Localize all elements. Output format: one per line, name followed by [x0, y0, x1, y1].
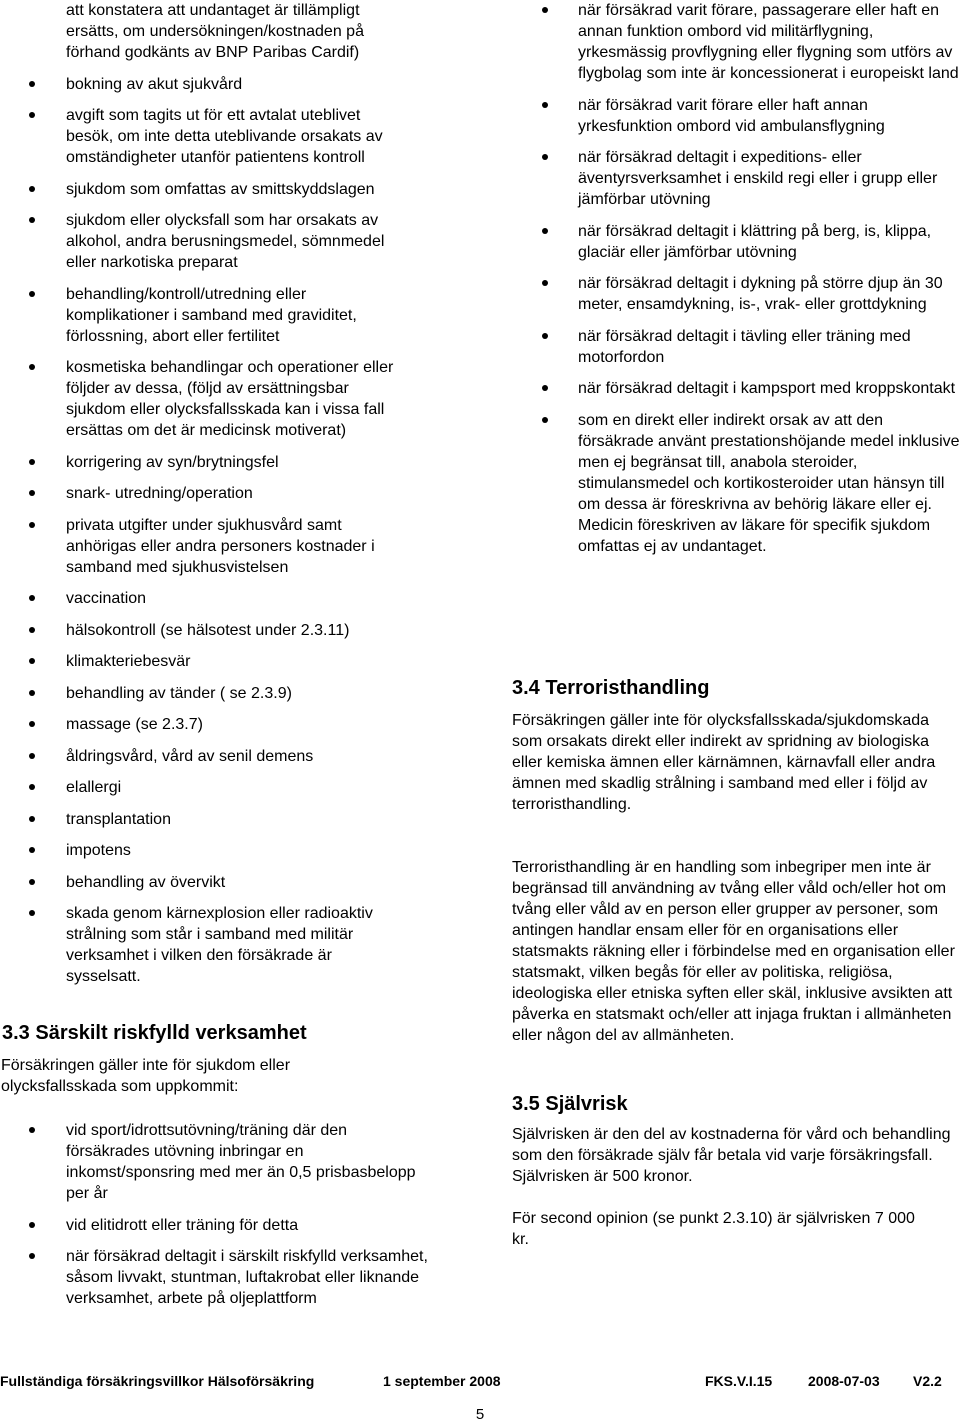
- bullet-icon: [29, 784, 35, 790]
- list-item-text: bokning av akut sjukvård: [66, 75, 243, 93]
- list-item-text: kosmetiska behandlingar och operationer eller följder av dessa, (följd av ersättningsbar sjukdom eller olycksfallsskada kan i vissa fall ersättas om det är medicinsk motiverat): [66, 359, 394, 439]
- bullet-icon: [29, 879, 35, 885]
- bullet-icon: [29, 217, 35, 223]
- list-item: [0, 840, 406, 861]
- list-item-text: att konstatera att undantaget är tillämpligt ersätts, om undersökningen/kostnaden på förhand godkänts av BNP Paribas Cardif): [66, 2, 364, 61]
- bullet-icon: [29, 186, 35, 192]
- list-item-text: behandling av tänder ( se 2.3.9): [66, 684, 292, 702]
- list-item-text: när försäkrad deltagit i tävling eller träning med motorfordon: [578, 327, 911, 366]
- bullet-icon: [29, 364, 35, 370]
- list-item-text: snark- utredning/operation: [66, 485, 253, 502]
- bullet-icon: [29, 459, 35, 465]
- bullet-icon: [29, 522, 35, 528]
- list-item-text: privata utgifter under sjukhusvård samt anhörigas eller andra personers kostnader i samband med sjukhusvistelsen: [66, 516, 375, 576]
- bullet-icon: [29, 721, 35, 727]
- list-item: [0, 179, 406, 200]
- footer-revision-date: 2008-07-03: [808, 1373, 880, 1389]
- section-34-paragraph-1: Försäkringen gäller inte för olycksfallsskada/sjukdomskada som orsakats direkt eller indirekt av spridning av biologiska eller kemiska ämnen eller kärnämnen, kärnavfall eller andra ämnen med skadlig strålning i samband med eller i följd av terroristhandling.: [512, 712, 936, 813]
- bullet-icon: [29, 490, 35, 496]
- list-item: [0, 777, 406, 798]
- section-33-list: [0, 1120, 430, 1320]
- list-item: [0, 588, 406, 609]
- list-item-text: som en direkt eller indirekt orsak av att den försäkrade använt prestationshöjande medel inklusive men ej begränsat till, anabola steroider, stimulansmedel och kortikosteroider utan hänsyn till om dessa är föreskrivna av behörig läkare eller ej. Medicin föreskriven av läkare för specifik sjukdom omfattas ej av undantaget.: [578, 411, 960, 555]
- list-item: [512, 326, 960, 368]
- list-item-text: när försäkrad varit förare, passagerare eller haft en annan funktion ombord vid militärflygning, yrkesmässig provflygning eller flygning som utförs av flygbolag som inte är koncessionerat i europeiskt land: [578, 2, 959, 82]
- bullet-icon: [29, 112, 35, 118]
- list-item-text: åldringsvård, vård av senil demens: [66, 747, 314, 765]
- list-item: [512, 378, 960, 399]
- section-35-heading: 3.5 Självrisk: [512, 1093, 628, 1115]
- list-item: [0, 1120, 430, 1204]
- list-item: [0, 903, 406, 987]
- list-item-text: elallergi: [66, 779, 122, 796]
- list-item-text: när försäkrad deltagit i dykning på större djup än 30 meter, ensamdykning, is-, vrak- eller grottdykning: [578, 275, 943, 313]
- list-item-text: transplantation: [66, 810, 171, 828]
- list-item: [0, 357, 406, 441]
- list-item: [0, 714, 406, 735]
- list-item-text: hälsokontroll (se hälsotest under 2.3.11): [66, 621, 350, 639]
- section-34-heading: 3.4 Terroristhandling: [512, 677, 710, 699]
- list-item-text: när försäkrad deltagit i särskilt riskfylld verksamhet, såsom livvakt, stuntman, luftakrobat eller liknande verksamhet, arbete på oljeplattform: [66, 1248, 428, 1307]
- list-item-text: klimakteriebesvär: [66, 653, 191, 670]
- list-item: [0, 105, 406, 168]
- bullet-icon: [29, 595, 35, 601]
- bullet-icon: [542, 280, 548, 286]
- footer-code: FKS.V.I.15: [705, 1373, 773, 1389]
- list-item: [512, 221, 960, 263]
- list-item: [512, 95, 960, 137]
- list-item: [0, 872, 406, 893]
- list-item-text: behandling av övervikt: [66, 873, 226, 891]
- page-number: 5: [475, 1406, 485, 1423]
- bullet-icon: [29, 81, 35, 87]
- bullet-icon: [29, 1127, 35, 1133]
- list-item-text: när försäkrad varit förare eller haft annan yrkesfunktion ombord vid ambulansflygning: [578, 96, 885, 135]
- list-item-text: när försäkrad deltagit i kampsport med kroppskontakt: [578, 380, 956, 397]
- bullet-icon: [542, 417, 548, 423]
- list-item: [0, 809, 406, 830]
- right-column: [512, 0, 960, 1300]
- bullet-icon: [29, 1222, 35, 1228]
- list-item: [0, 651, 406, 672]
- list-item-text: impotens: [66, 842, 131, 859]
- bullet-icon: [542, 228, 548, 234]
- list-item-text: vid elitidrott eller träning för detta: [66, 1216, 299, 1234]
- list-item-text: sjukdom som omfattas av smittskyddslagen: [66, 180, 375, 198]
- list-item: [0, 284, 406, 347]
- bullet-icon: [29, 847, 35, 853]
- bullet-icon: [29, 291, 35, 297]
- list-item-text: vid sport/idrottsutövning/träning där den försäkrades utövning inbringar en inkomst/sponsring med mer än 0,5 prisbasbelopp per år: [66, 1122, 416, 1202]
- section-35-paragraph-2: För second opinion (se punkt 2.3.10) är självrisken 7 000 kr.: [512, 1210, 915, 1248]
- list-item: [0, 620, 406, 641]
- section-34-paragraph-2: Terroristhandling är en handling som inbegriper men inte är begränsad till användning av tvång eller våld och/eller hot om tvång eller våld av en person eller grupper av personer, som antingen handlar ensam eller för en organisations eller statsmakts räkning eller i förbindelse med en organisation eller statsmakt, vilken begås för eller av politiska, religiösa, ideologiska eller etniska syften eller skäl, inklusive avsikten att påverka en statsmakt och/eller att injaga fruktan i allmänheten eller någon del av allmänheten.: [512, 859, 955, 1044]
- footer-date: 1 september 2008: [383, 1373, 501, 1389]
- list-item-text: korrigering av syn/brytningsfel: [66, 453, 279, 471]
- bullet-icon: [29, 910, 35, 916]
- section-33-intro: Försäkringen gäller inte för sjukdom eller olycksfallsskada som uppkommit:: [1, 1057, 291, 1095]
- bullet-icon: [29, 627, 35, 633]
- list-item: [512, 410, 960, 557]
- bullet-icon: [542, 385, 548, 391]
- list-item: [0, 452, 406, 473]
- list-item: [512, 273, 960, 315]
- list-item: [0, 746, 406, 767]
- list-item: [0, 683, 406, 704]
- list-item: [0, 0, 406, 63]
- bullet-icon: [542, 102, 548, 108]
- bullet-icon: [29, 658, 35, 664]
- bullet-icon: [542, 7, 548, 13]
- list-item-text: vaccination: [66, 590, 147, 607]
- footer-title: Fullständiga försäkringsvillkor Hälsoförsäkring: [0, 1373, 315, 1389]
- exclusions-list: [0, 0, 446, 987]
- bullet-icon: [29, 753, 35, 759]
- bullet-icon: [542, 154, 548, 160]
- list-item-text: skada genom kärnexplosion eller radioaktiv strålning som står i samband med militär verksamhet i vilken den försäkrade är sysselsatt.: [66, 905, 373, 985]
- footer-version: V2.2: [913, 1373, 942, 1389]
- list-item: [512, 147, 960, 210]
- list-item-text: massage (se 2.3.7): [66, 716, 203, 733]
- bullet-icon: [542, 333, 548, 339]
- list-item: [0, 74, 406, 95]
- list-item-text: när försäkrad deltagit i expeditions- eller äventyrsverksamhet i enskild regi eller i grupp eller jämförbar utövning: [578, 149, 938, 208]
- list-item-text: när försäkrad deltagit i klättring på berg, is, klippa, glaciär eller jämförbar utövning: [578, 222, 932, 261]
- list-item-text: avgift som tagits ut för ett avtalat uteblivet besök, om inte detta uteblivande orsakats av omständigheter utanför patientens kontroll: [66, 107, 383, 166]
- list-item: [0, 515, 406, 578]
- bullet-icon: [29, 816, 35, 822]
- list-item: [512, 0, 960, 84]
- bullet-icon: [29, 690, 35, 696]
- left-column: [0, 0, 470, 1307]
- footer: [0, 1373, 960, 1389]
- list-item: [0, 1246, 430, 1309]
- list-item: [0, 210, 406, 273]
- section-33-heading: 3.3 Särskilt riskfylld verksamhet: [2, 1022, 307, 1044]
- section-35-paragraph-1: Självrisken är den del av kostnaderna för vård och behandling som den försäkrade själv får betala vid varje försäkringsfall. Självrisken är 500 kronor.: [512, 1126, 951, 1185]
- list-item-text: behandling/kontroll/utredning eller komplikationer i samband med graviditet, förlossning, abort eller fertilitet: [66, 285, 357, 345]
- risk-activities-list: [512, 0, 960, 567]
- list-item: [0, 1215, 430, 1236]
- bullet-icon: [29, 1253, 35, 1259]
- list-item-text: sjukdom eller olycksfall som har orsakats av alkohol, andra berusningsmedel, sömnmedel eller narkotiska preparat: [66, 212, 385, 271]
- list-item: [0, 483, 406, 504]
